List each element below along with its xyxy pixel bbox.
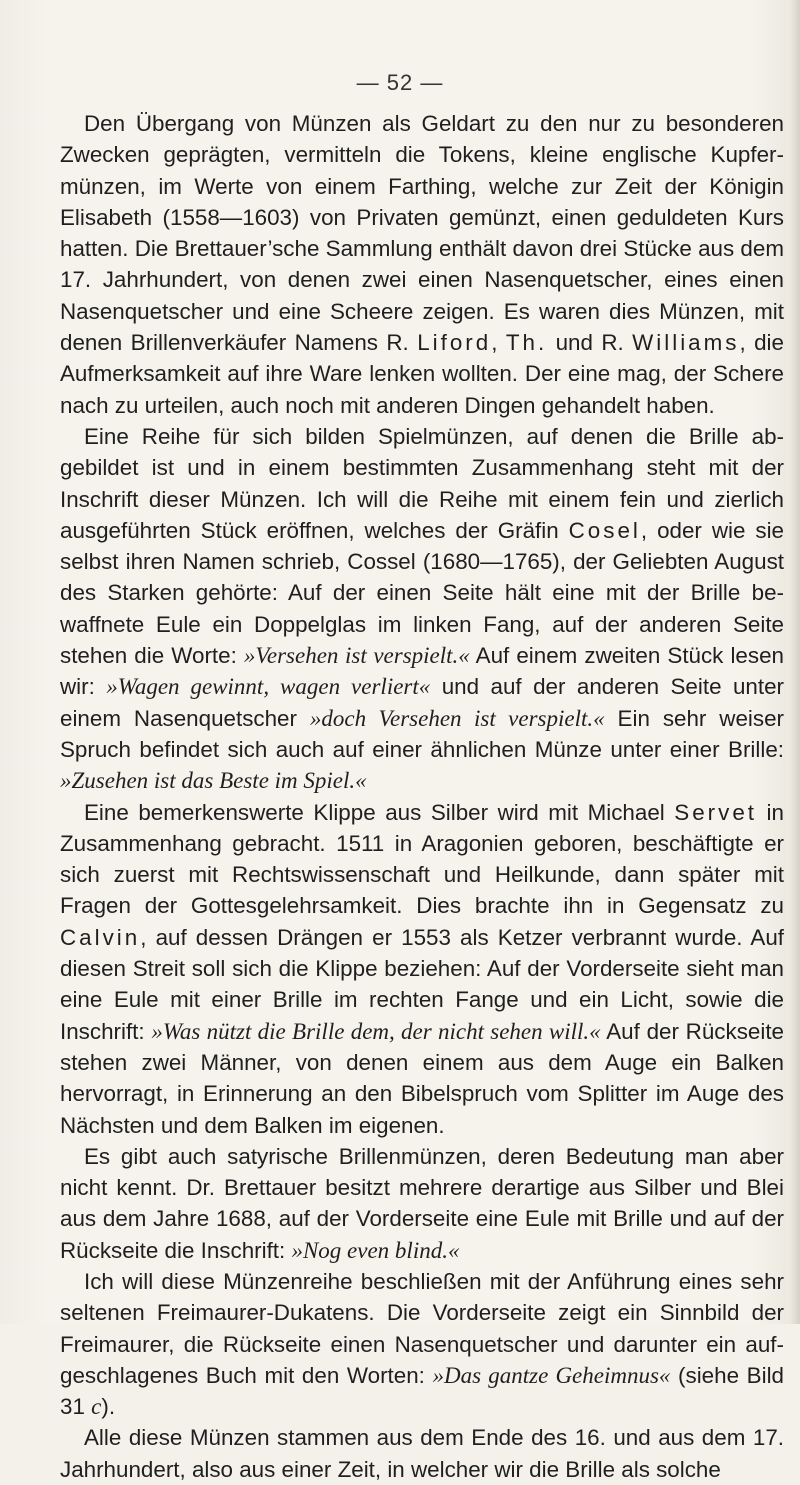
text-run: (siehe Bild 31 (60, 1362, 785, 1420)
paragraph-spielmuenzen (60, 421, 784, 797)
text-run: Eine Reihe für sich bilden Spielmünzen, auf denen die Brille abgebildet ist und in einem bestimmten Zusammenhang steht mit der Inschrift dieser Münzen. Ich will die Reihe mit einem fein und zierlich ausgeführten Stück eröffnen, welches der Gräfin (60, 423, 784, 543)
paragraph-tokens (60, 108, 784, 421)
italic-quote: »Was nützt die Brille dem, der nicht sehen will.« (151, 1018, 601, 1044)
spaced-name: Liford (417, 330, 492, 356)
text-run: Ich will diese Münzenreihe beschließen mit der Anführung eines sehr seltenen Freimaurer-Dukatens. Die Vorderseite zeigt ein Sinnbild der Freimaurer, die Rückseite einen Nasenquetscher und darunter ein aufgeschlagenes Buch mit den Worten: (60, 1268, 784, 1388)
paragraph-schluss (60, 1422, 784, 1485)
spaced-name: Servet (674, 799, 758, 825)
text-run: Auf einem zweiten Stück lesen wir: (60, 643, 784, 700)
body-text (60, 108, 784, 1485)
spaced-name: Cosel (568, 517, 641, 543)
paragraph-klippe (60, 797, 784, 1141)
italic-letter: c (91, 1394, 102, 1420)
italic-quote: »Zusehen ist das Beste im Spiel.« (60, 768, 367, 794)
text-run: , (491, 330, 506, 356)
page-number: — 52 — (356, 70, 444, 95)
text-run: ). (101, 1394, 116, 1420)
italic-quote: »doch Versehen ist verspielt.« (309, 705, 605, 731)
italic-quote: »Das gantze Geheimnus« (432, 1362, 671, 1388)
italic-quote: »Versehen ist verspielt.« (243, 643, 470, 669)
text-run: , auf dessen Drängen er 1553 als Ketzer verbrannt wurde. Auf diesen Streit soll sich die Klippe beziehen: Auf der Vorderseite sieht man eine Eule mit einer Brille im rechten Fange und ein Licht, sowie die Inschrift: (60, 924, 784, 1044)
page-edge-shadow (790, 0, 800, 1324)
text-run: in Zusammenhang gebracht. 1511 in Aragonien geboren, beschäftigte er sich zuerst mit Rechtswissenschaft und Heilkunde, dann später mit Fragen der Gottesgelehrsamkeit. Dies brachte ihn in Gegensatz zu (60, 799, 784, 919)
text-run: Eine bemerkenswerte Klippe aus Silber wird mit Michael (84, 799, 675, 825)
paragraph-freimaurer (60, 1266, 784, 1422)
text-run: Alle diese Münzen stammen aus dem Ende des 16. und aus dem 17. Jahrhundert, also aus einer Zeit, in welcher wir die Brille als solche (60, 1425, 784, 1482)
text-run: , oder wie sie selbst ihren Namen schrieb, Cossel (1680—1765), der Geliebten August des Starken gehörte: Auf der einen Seite hält eine mit der Brille bewaffnete Eule ein Doppelglas im linken Fang, auf der anderen Seite stehen die Worte: (60, 517, 785, 669)
text-run: Es gibt auch satyrische Brillenmünzen, deren Bedeutung man aber nicht kennt. Dr. Brettauer besitzt mehrere derartige aus Silber und Blei aus dem Jahre 1688, auf der Vorderseite eine Eule mit Brille und auf der Rückseite die Inschrift: (60, 1143, 784, 1263)
paragraph-satyrisch (60, 1141, 784, 1266)
text-run: Ein sehr weiser Spruch befindet sich auch auf einer ähnlichen Münze unter einer Brille: (60, 705, 784, 762)
spaced-name: Th. (505, 330, 548, 356)
text-run: , die Aufmerksamkeit auf ihre Ware lenken wollten. Der eine mag, der Schere nach zu urteilen, auch noch mit anderen Dingen gehandelt haben. (60, 330, 784, 418)
italic-quote: »Nog even blind.« (291, 1237, 460, 1263)
text-run: und auf der anderen Seite unter einem Nasenquetscher (60, 674, 784, 731)
spaced-name: Williams (632, 330, 740, 356)
text-run: Den Übergang von Münzen als Geldart zu den nur zu besonderen Zwecken geprägten, vermitteln die Tokens, kleine englische Kupfermünzen, im Werte von einem Farthing, welche zur Zeit der Königin Elisabeth (1558—1603) von Privaten gemünzt, einen geduldeten Kurs hatten. Die Brettauer’sche Sammlung enthält davon drei Stücke aus dem 17. Jahrhundert, von denen zwei einen Nasenquetscher, eines einen Nasenquetscher und eine Scheere zeigen. Es waren dies Münzen, mit denen Brillenverkäufer Namens R. (60, 111, 784, 356)
text-run: und R. (547, 330, 633, 356)
spaced-name: Calvin (60, 924, 141, 950)
italic-quote: »Wagen gewinnt, wagen verliert« (106, 674, 431, 700)
text-run: Auf der Rückseite stehen zwei Männer, von denen einem aus dem Auge ein Balken hervorragt, in Erinnerung an den Bibelspruch vom Splitter im Auge des Nächsten und dem Balken im eigenen. (60, 1018, 784, 1138)
